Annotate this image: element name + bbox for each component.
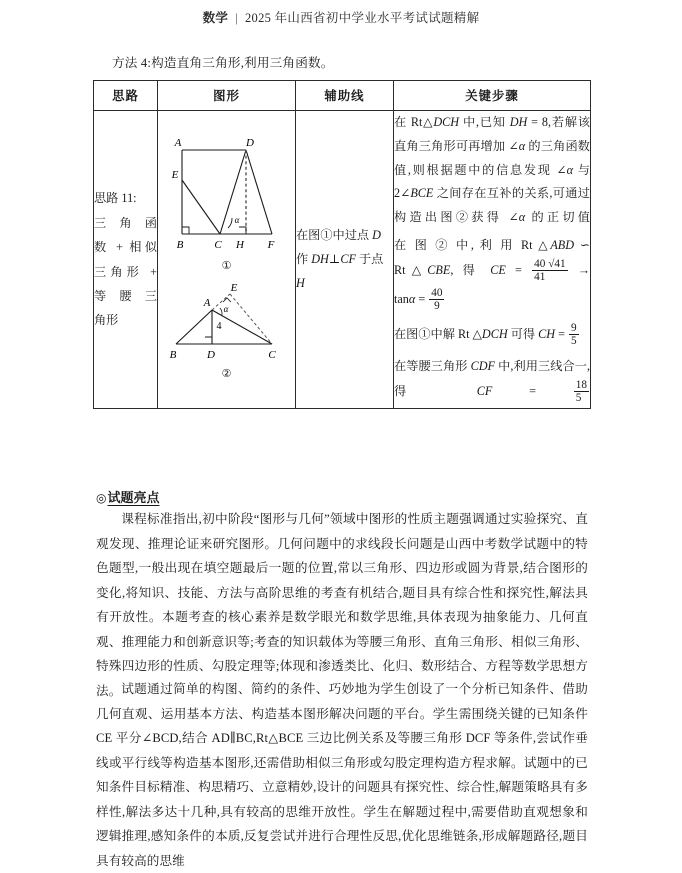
aux-segment-cf: CF bbox=[340, 251, 356, 266]
ce-denominator: 41 bbox=[532, 270, 567, 283]
idea-line-2: 数 + 相似 bbox=[94, 240, 157, 255]
cell-key-steps bbox=[394, 111, 591, 409]
highlights-heading bbox=[96, 487, 160, 506]
aux-point-h: H bbox=[296, 275, 305, 290]
aux-text-part1: 在图①中过点 bbox=[296, 228, 373, 242]
fraction-ce bbox=[532, 258, 567, 283]
ch-denominator: 5 bbox=[571, 335, 577, 348]
cf-numerator: 18 bbox=[575, 379, 587, 392]
svg-text:A: A bbox=[174, 137, 181, 149]
ce-numerator: 40 √41 bbox=[534, 257, 566, 270]
svg-text:H: H bbox=[235, 238, 244, 251]
svg-text:D: D bbox=[206, 348, 215, 361]
aux-perp-symbol: ⊥ bbox=[328, 251, 341, 266]
aux-segment-dh: DH bbox=[311, 251, 329, 266]
step-paragraph-5: 在等腰三角形 CDF 中,利用三线合一,得 CF = $\frac{18}{5}$ bbox=[394, 359, 590, 405]
highlights-paragraph-1: 课程标准指出,初中阶段“图形与几何”领域中图形的性质主题强调通过实验探究、直观发现、推理论证来研究图形。几何问题中的求线段长问题是山西中考数学试题中的特色题型,一般出现在填空题最后一题的位置,常以三角形、四边形或圆为背景,结合图形的变化,将知识、技能、方法与高阶思维的考查有机结合,题目具有综合性和探究性,解法具有开放性。本题考查的核心素养是数学眼光和数学思维,具体表现为抽象能力、几何直观、推理能力和创新意识等;考查的知识载体为等腰三角形、直角三角形、相似三角形、特殊四边形的性质、勾股定理等;体现和渗透类比、化归、数形结合、方程等数学思想方法。 bbox=[96, 512, 588, 698]
idea-line-5: 角形 bbox=[94, 313, 119, 328]
figure-2-diagram bbox=[168, 282, 286, 364]
cell-idea bbox=[94, 111, 158, 409]
aux-point-d: D bbox=[372, 228, 381, 242]
svg-text:α: α bbox=[234, 214, 239, 225]
svg-text:B: B bbox=[176, 238, 183, 251]
highlights-paragraph-1-block bbox=[96, 507, 588, 703]
aux-text-part2: 作 bbox=[296, 251, 312, 266]
header-title: 2025 年山西省初中学业水平考试试题精解 bbox=[244, 11, 480, 25]
aux-text-part3: 于点 bbox=[355, 251, 384, 266]
highlights-paragraph-2: 试题通过简单的构图、简约的条件、巧妙地为学生创设了一个分析已知条件、借助几何直观、运用基本方法、构造基本图形解决问题的平台。学生需围绕关键的已知条件 CE 平分∠BCD,结合 AD∥BC,Rt△BCE 三边比例关系及等腰三角形 DCF 等条件,尝试作垂线或平行线等构造基本图形,还需借助相似三角形或勾股定理构造方程求解。试题中的已知条件目标精准、构思精巧、立意精妙,设计的问题具有探究性、综合性,解题策略具有多样性,解法多达十几种,具有较高的思维开放性。学生在解题过程中,需要借助直观想象和逻辑推理,感知条件的本质,反复尝试并进行合理性反思,优化思维链条,形成解题路径,题目具有较高的思维 bbox=[96, 682, 588, 868]
fraction-tan bbox=[429, 287, 444, 312]
highlights-paragraph-2-block bbox=[96, 677, 588, 873]
highlights-bullet-icon: ◎ bbox=[96, 491, 107, 505]
method-line: 方法 4:构造直角三角形,利用三角函数。 bbox=[112, 56, 334, 70]
idea-line-1: 三角函 bbox=[94, 215, 157, 230]
tan-numerator: 40 bbox=[431, 286, 443, 299]
svg-text:F: F bbox=[267, 238, 274, 251]
method-table bbox=[93, 80, 591, 409]
value-dh: 8 bbox=[541, 115, 548, 129]
fraction-cf bbox=[574, 379, 589, 404]
cell-auxiliary bbox=[296, 111, 394, 409]
table-header-row bbox=[94, 81, 591, 111]
step-paragraph-4: 在图①中解 Rt △DCH 可得 CH = $\frac{9}{5}$ bbox=[394, 322, 577, 348]
svg-text:B: B bbox=[169, 348, 176, 361]
header-divider: | bbox=[235, 11, 238, 25]
svg-text:C: C bbox=[267, 348, 276, 361]
svg-text:D: D bbox=[245, 137, 254, 149]
step-paragraph-3: tanα = $\frac{40}{9}$ bbox=[394, 286, 443, 313]
figure-2-caption: ② bbox=[221, 367, 232, 380]
svg-text:E: E bbox=[171, 168, 178, 181]
highlights-title: 试题亮点 bbox=[107, 490, 160, 505]
idea-line-4: 等腰三 bbox=[94, 289, 157, 304]
header-subject: 数学 bbox=[202, 11, 229, 25]
ch-numerator: 9 bbox=[571, 322, 577, 335]
svg-text:E: E bbox=[230, 281, 237, 294]
fraction-ch bbox=[569, 322, 579, 347]
method-table-wrapper bbox=[93, 80, 590, 409]
column-header-figure: 图形 bbox=[158, 81, 296, 111]
tan-denominator: 9 bbox=[429, 299, 444, 312]
idea-title: 思路 11: bbox=[94, 191, 137, 206]
column-header-key-steps: 关键步骤 bbox=[394, 81, 591, 111]
figure-1-caption: ① bbox=[221, 259, 232, 272]
table-row bbox=[94, 111, 591, 409]
cell-figures bbox=[158, 111, 296, 409]
column-header-idea: 思路 bbox=[94, 81, 158, 111]
cf-denominator: 5 bbox=[574, 391, 589, 404]
step-paragraph-1: 在 Rt△DCH 中,已知 DH = 8,若解该直角三角形可再增加 ∠α 的三角函数值,则根据题中的信息发现 ∠α 与 2∠BCE 之间存在互补的关系,可通过构造出图②获得 ∠α 的正切值 bbox=[394, 115, 591, 225]
page-header bbox=[0, 8, 682, 26]
column-header-auxiliary: 辅助线 bbox=[296, 81, 394, 111]
svg-text:α: α bbox=[223, 303, 228, 314]
svg-text:A: A bbox=[203, 296, 210, 309]
step-paragraph-2: 在 图 ② 中, 利 用 Rt △ABD ∽ Rt△CBE, 得 CE = $\frac{40 √41}{41}$ → bbox=[394, 237, 591, 283]
figure-1-diagram bbox=[168, 138, 286, 256]
idea-line-3: 三角形 + bbox=[94, 264, 157, 279]
svg-text:4: 4 bbox=[216, 320, 221, 332]
svg-text:C: C bbox=[213, 238, 222, 251]
